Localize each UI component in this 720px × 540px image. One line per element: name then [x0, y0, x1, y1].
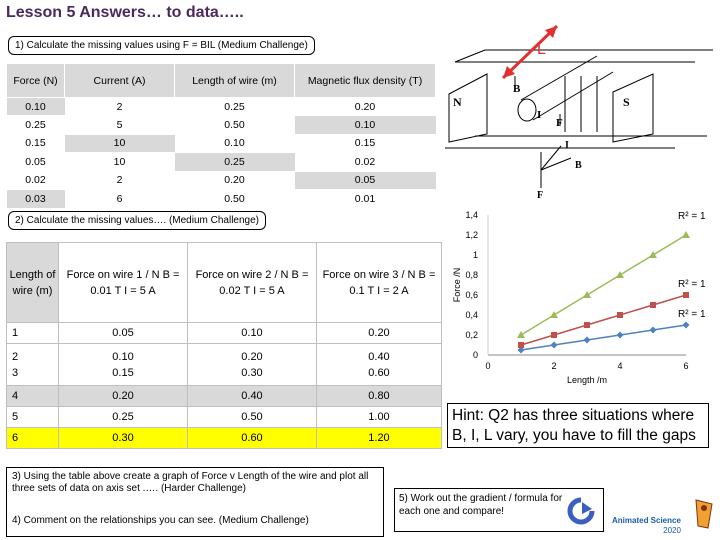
data-point — [551, 332, 557, 338]
task2-table — [6, 242, 442, 449]
task3-box — [6, 467, 384, 537]
cell: 5 — [7, 407, 59, 428]
cell: 10 — [65, 153, 175, 171]
r-squared-label: R² = 1 — [678, 309, 706, 320]
data-point — [650, 327, 657, 334]
y-tick-label: 1,2 — [465, 230, 478, 240]
next-arrow-icon[interactable] — [566, 496, 596, 526]
task1-table — [6, 63, 436, 208]
header-wire3: Force on wire 3 / N B = 0.1 T I = 2 A — [316, 243, 441, 323]
cell: 0.25 — [175, 98, 295, 116]
header-length: Length of wire (m) — [175, 64, 295, 98]
pole-label-s: S — [623, 95, 630, 109]
cell: 0.60 — [187, 428, 316, 449]
data-point — [650, 302, 656, 308]
cell: 5 — [65, 116, 175, 134]
cell: 0.10 0.15 — [59, 344, 188, 386]
cell: 0.10 — [7, 98, 65, 116]
rail — [455, 50, 485, 62]
data-point — [682, 231, 690, 238]
axis-label-b: B — [575, 160, 582, 171]
header-force: Force (N) — [7, 64, 65, 98]
data-point — [517, 331, 525, 338]
cell: 0.50 — [175, 189, 295, 207]
cell: 2 — [65, 98, 175, 116]
y-tick-label: 0,4 — [465, 310, 478, 320]
cell: 0.05 — [7, 153, 65, 171]
data-point — [551, 342, 558, 349]
x-tick-label: 6 — [683, 361, 689, 371]
cell: 0.01 — [295, 189, 436, 207]
south-pole — [613, 74, 653, 142]
table-row — [7, 407, 442, 428]
x-tick-label: 4 — [617, 361, 623, 371]
table-row — [7, 323, 442, 344]
cell: 0.80 — [316, 386, 441, 407]
cell: 0.10 — [295, 116, 436, 134]
cell: 0.03 — [7, 189, 65, 207]
table-row — [7, 386, 442, 407]
r-squared-label: R² = 1 — [678, 279, 706, 290]
brand-logo-icon — [692, 496, 716, 532]
table-row — [7, 98, 436, 116]
cell: 0.05 — [295, 171, 436, 189]
axis-label-i: I — [565, 140, 569, 151]
header-length: Length of wire (m) — [7, 243, 59, 323]
y-tick-label: 1 — [472, 250, 478, 260]
header-flux: Magnetic flux density (T) — [295, 64, 436, 98]
data-point — [584, 322, 590, 328]
data-point — [616, 271, 624, 278]
cell: 6 — [65, 189, 175, 207]
x-tick-label: 2 — [551, 361, 557, 371]
cell: 0.25 — [175, 153, 295, 171]
cell: 0.20 — [295, 98, 436, 116]
data-point — [617, 312, 623, 318]
y-tick-label: 0 — [472, 350, 478, 360]
cell: 0.20 — [175, 171, 295, 189]
task3-text: 3) Using the table above create a graph of Force v Length of the wire and plot all three sets of data on axis set .…. (Harder Challenge) — [12, 471, 369, 494]
cell: 0.10 — [187, 323, 316, 344]
cell: 0.20 — [59, 386, 188, 407]
cell: 0.50 — [187, 407, 316, 428]
cell: 1.00 — [316, 407, 441, 428]
cell: 0.15 — [295, 134, 436, 152]
cell: 1 — [7, 323, 59, 344]
cell: 2 — [65, 171, 175, 189]
table-header-row — [7, 243, 442, 323]
length-label: L — [537, 41, 546, 58]
r-squared-label: R² = 1 — [678, 211, 706, 222]
cell: 0.10 — [175, 134, 295, 152]
y-tick-label: 1,4 — [465, 210, 478, 220]
current-label-i: I — [537, 109, 542, 121]
data-point — [683, 292, 689, 298]
table-row — [7, 344, 442, 386]
cell: 0.20 0.30 — [187, 344, 316, 386]
y-axis-title: Force /N — [452, 267, 462, 303]
cell: 0.40 — [187, 386, 316, 407]
cell: 0.50 — [175, 116, 295, 134]
data-point — [617, 332, 624, 339]
cell: 0.20 — [316, 323, 441, 344]
table-row — [7, 189, 436, 207]
table-row — [7, 171, 436, 189]
field-label-b: B — [513, 83, 521, 95]
cell: 4 — [7, 386, 59, 407]
rod-end — [518, 99, 536, 121]
force-label-f: F — [556, 117, 563, 129]
y-tick-label: 0,6 — [465, 290, 478, 300]
cell: 0.02 — [7, 171, 65, 189]
data-point — [649, 251, 657, 258]
cell: 0.30 — [59, 428, 188, 449]
task1-label: 1) Calculate the missing values using F = BIL (Medium Challenge) — [8, 36, 315, 55]
force-length-chart — [442, 205, 714, 395]
table-row — [7, 134, 436, 152]
hint-box: Hint: Q2 has three situations where B, I, L vary, you have to fill the gaps — [447, 403, 709, 448]
page-title: Lesson 5 Answers… to data….. — [6, 4, 244, 21]
cell: 0.05 — [59, 323, 188, 344]
brand-name: Animated Science — [612, 516, 681, 525]
axis-label-f: F — [537, 190, 544, 200]
cell: 10 — [65, 134, 175, 152]
x-axis-title: Length /m — [566, 375, 608, 385]
table-row — [7, 153, 436, 171]
task2-label: 2) Calculate the missing values…. (Medium Challenge) — [8, 211, 266, 230]
cell: 6 — [7, 428, 59, 449]
header-wire1: Force on wire 1 / N B = 0.01 T I = 5 A — [59, 243, 188, 323]
cell: 1.20 — [316, 428, 441, 449]
task4-text: 4) Comment on the relationships you can see. (Medium Challenge) — [12, 515, 309, 526]
data-point — [550, 311, 558, 318]
pole-label-n: N — [453, 95, 462, 109]
brand-text — [612, 516, 681, 536]
table-row — [7, 116, 436, 134]
data-point — [583, 291, 591, 298]
cell: 0.25 — [59, 407, 188, 428]
data-point — [584, 337, 591, 344]
y-tick-label: 0,8 — [465, 270, 478, 280]
brand-year: 2020 — [663, 526, 681, 535]
table-row — [7, 428, 442, 449]
x-tick-label: 0 — [485, 361, 491, 371]
data-point — [683, 322, 690, 329]
cell: 2 3 — [7, 344, 59, 386]
header-wire2: Force on wire 2 / N B = 0.02 T I = 5 A — [187, 243, 316, 323]
header-current: Current (A) — [65, 64, 175, 98]
cell: 0.15 — [7, 134, 65, 152]
rod — [533, 72, 613, 120]
cell: 0.40 0.60 — [316, 344, 441, 386]
y-tick-label: 0,2 — [465, 330, 478, 340]
cell: 0.25 — [7, 116, 65, 134]
motor-effect-diagram — [445, 22, 715, 200]
task5-text: 5) Work out the gradient / formula for each one and compare! — [399, 493, 563, 517]
data-point — [518, 342, 524, 348]
rod — [521, 56, 597, 100]
cell: 0.02 — [295, 153, 436, 171]
